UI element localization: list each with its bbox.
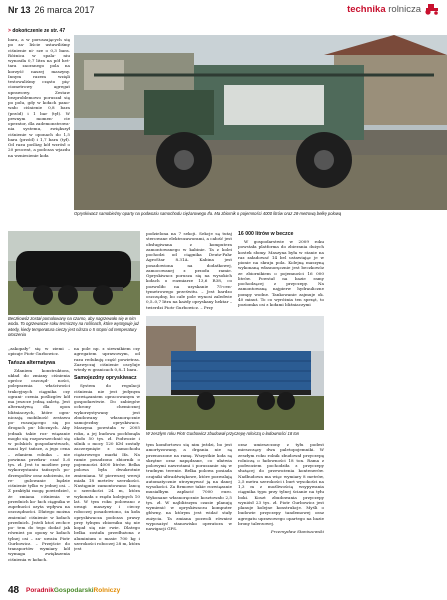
column-4-bottom [238, 442, 324, 580]
subheading-beczka: 16 000 litrów w beczce [238, 231, 294, 237]
logo-part-1: Poradnik [26, 587, 54, 594]
brand-sub: rolnicza [388, 4, 421, 15]
issue-date: 26 marca 2017 [34, 5, 95, 15]
page-number: 48 [8, 585, 20, 596]
footer-logo [26, 587, 120, 594]
column-3-top [146, 231, 232, 313]
sprayer-image [74, 35, 447, 210]
continued-marker: > dokończenie ze str. 47 [8, 28, 66, 34]
issue-label: Nr 13 [8, 5, 31, 15]
body-text: W gospodarstwie w 2009 roku powstała platforma do zbierania dużych kostek słomy. Maszyna była w stanie na raz załadować 14 bel ustawiając je w pionie na skraju pola. Kolejną maszyną wykonaną własnoręcznie jest beczkowóz ze zbiornikiem o pojemności 16 000 litrów. Powstał na bazie ramy pochodzącej z przyczepy. Na zamontowaną najpierw hydrauliczne pompy wodne. Tankowanie zajmuje ok. 40 minut. To co wyróżnia ten sprzęt, to poziomka osi z kołami bliźniaczymi [238, 239, 324, 307]
trailer-image [146, 316, 324, 430]
body-text: Zdaniem konstruktora, układ do zmiany ciśnienia oprócz oszczęd- ności, polepszenia właściwości trakcyjnych ciągnika czy ograni- czenia poślizgów kół ma jeszcze jedną zaletę. Jest alternatywą dla opon bliźniaczych, które ogra- niczają mobilność zestawu po- ruszającego się po drogach pu- blicznych. Aby jednak takie roz- wiązanie mogło się rozpowszechnić się w polskich gospodarstwach, musi być tańsze, a jego cena – zdaniem rolnika – nie powinna przekra- czać 5–6 tys. zł. Jest to możliwe przy wykorzystaniu tańszych po- drzespołów oraz założeniu, że re- gulowanie będzie ciśnienie tylko w jednej osi. – Z praktyki mogę powiedzieć, że zmiana ciśnienia w przednich ko- łach ciągnika w zupełności ozyta wpływa na oszczędności. Dlatego można zmieniać ciśnienie w kołach przednich. Jeżeli ktoś zechce po- tem do tego dodać jak również po opony w kołach tylnej osi – za- uważa Piotr Gurbowicz. – Przejście do transportów wymiary kół wymaga zwiększenia ciśnienia w kołach. [8, 367, 70, 562]
subheading-tansza: Tańsza alternatywa [8, 359, 56, 366]
body-text: tym komfortowo się nim jeździ, bo jest amortyzowany, a drgania nie są przenoszone na ramę. Wszystkie koła są skrętne oraz napędzane, co ułatwia polowymi nawrotami i poruszanie się w trudnym terenie. Belka polowa posiada czujniki ultradźwiękowe, które pozwalają automatycznie utrzymywać ją na danej wysokości. Za firmowe takie rozwiązanie musiałbym zapłacić 7000 euro. Wykonane własnoręcznie kosztowało 2,5 tys. zł. W najbliższym czasie planuję wymienić w opryskiwaczu komputer główny, na którym jest widać stały zużycia. Ta zmiana pozwoli również wyposażyć stanowisko operatora w nawigacji GPS. [146, 442, 232, 531]
tractor-icon [424, 3, 440, 15]
photo-tanker-caption: Beczkowóz został pomalowany na czarno, aby nagrzewało się w nim woda. To ogrzewacze soku termiczny na roślinach, które występuje już wtedy, kiedy temperatura cieczy jest niższa o 5 stopni od temperatury otoczenia [8, 316, 140, 337]
logo-part-2: Gospodarski [53, 587, 94, 594]
body-text: System do regulacji ciśnienia nie jest jedynym rozwiązaniem opracowanym w gospodarstwie. Do zabiegów ochrony chemicznej wykorzystywany jest zbudowany własnoręcznie samojezdny opryskiwacz. Maszyna powstała w 2005 roku, a jej budowa pochłonęła około 50 tys. zł. Podwozie i silnik o mocy 120 KM zostały zaczerpnięte z samochodu ciężarowego marki Ifa. Na ramie posadzono zbiornik o pojemności 4000 litrów. Belka polowa była dwukrotnie zmieniana. W pierwszej wersji miała 18 metrów szerokości. Następnie zamontowano lancę o szerokości 24 m, która wykonała z rzędu kolejnych 10 lat. W tym roku polowano z uwagi maszyny i cieczy roboczej posadowiono, ża koła opryskiwacza podczas prawy przy tylnym zbiorniku się nie kopał się nie rwie. Dlatego belka została przedłużona z aluminium o masie 700 kg i szerokości roboczej 28 m, która jest [74, 383, 140, 551]
body-text: oraz umieszczony z tyłu podest mieszczący dwa paletopojemniki. W zeszłym roku rolnik zbudował przyczepę rolniczą o ładowności 18 ton. Rama z podwoziem pochodziła z przyczepy służącej do przewożenia kontenerów. Nadbudowa ma więc wymiary 8 metrów, 2,5 metra szerokości i burt wysokości na 1,3 m z możliwością wsypywania ciągnika typu przy tylnej ścianie na tyłu boki. Koszt zbudowania przyczepy wyniósł 23 tys. zł. Piotr Gurbowicz jest planuje kolejne konstrukcje. Myśli o budowie przyczepy tandemowej oraz agregatu uprawowego opartego na bazie brony talerzowej. [238, 442, 324, 526]
body-text: podzielona na 7 sekcji. Sekcje są tutaj sterowane elektrozaworami, a całość jest obsługiwana z komputera zamontowanego w kabinie. Ta z kolei pochodzi od ciągnika Deutz-Fahr AgroStar 8.31A. Kabina jest posadowiona na dodatkowej, zamocowanej z przodu ramie. Opryskiwacz porusza się na wysokich kołach o rozmiarze 13,6 R38, co pozwoliło na uzyskanie 75-cen- tymetrowego prześwitu. – Jest bardzo oszczędny, bo całe pole wynosi zaledwie 0,5–0,7 litra na każdy opryskany hektar – twierdzi Piotr Gurbowicz. – Przy [146, 231, 232, 310]
section-brand [347, 4, 421, 15]
photo-sprayer-caption: Opryskiwacz samobieżny oparty na podwoziu samochodu ciężarowego Ifa. Ma zbiornik o pojemności 4000 litrów oraz 28-metrową belkę polową [74, 211, 342, 216]
brand-main: technika [347, 4, 386, 15]
body-text: na pole np. z siewnikiem czy agregatem uprawowym, od razu redukuję część powietrza. Zazwyczaj ciśnienie oscyluje wtedy w granicach 0,8–1 bara. [74, 346, 140, 372]
photo-trailer [146, 316, 324, 430]
issue-number [8, 5, 95, 15]
photo-sprayer [74, 35, 447, 210]
column-2 [74, 346, 140, 580]
column-1-bottom [8, 346, 70, 580]
photo-tanker [8, 231, 140, 315]
column-1-top [8, 37, 70, 209]
author-signature: Przemysław Staniszewski [270, 529, 324, 534]
column-3-bottom [146, 442, 232, 580]
photo-trailer-caption: W zeszłym roku Piotr Gurbowicz zbudował przyczepę rolniczą o ładowności 18 ton [146, 431, 300, 436]
subheading-opryskiwacz: Samojezdny opryskiwacz [74, 375, 137, 382]
tanker-image [8, 231, 140, 315]
logo-part-3: Rolniczy [93, 587, 121, 594]
continued-text: dokończenie ze str. 47 [12, 28, 66, 34]
column-4-top [238, 231, 324, 313]
body-text: bara, a w poruszających się po za- liście ustawiliśmy ciśnienie ni- sze o 0,3 bara. Różnica w spala- niu wynosiła 0,7 litra na pół het- tara zaoranego pola na korzyść naszej maszyny. Innym razem wzięli testowaliśmy często pię- ciometrowy agregat uprawowy. Zestaw bezproblemowo poruszał się po polu, gdy w kołach pano- wało ciśnienie 0,8 bara (przód) i 1 bar (tył). W pewnym momen- cie operator, dla zademonstrowa- nia systemu, zwiększył ciśnienie w oponach do 1,5 bara (przód) i 1,7 bara (tył). Od razu poślizg kół wzrósł o 20 procent, a podczas wjazdu na wzniesienie koła [8, 37, 70, 158]
page-header [0, 0, 447, 20]
body-text: „zakopały” się w ziemi – opisuje Piotr Gurbowicz. [8, 346, 70, 357]
